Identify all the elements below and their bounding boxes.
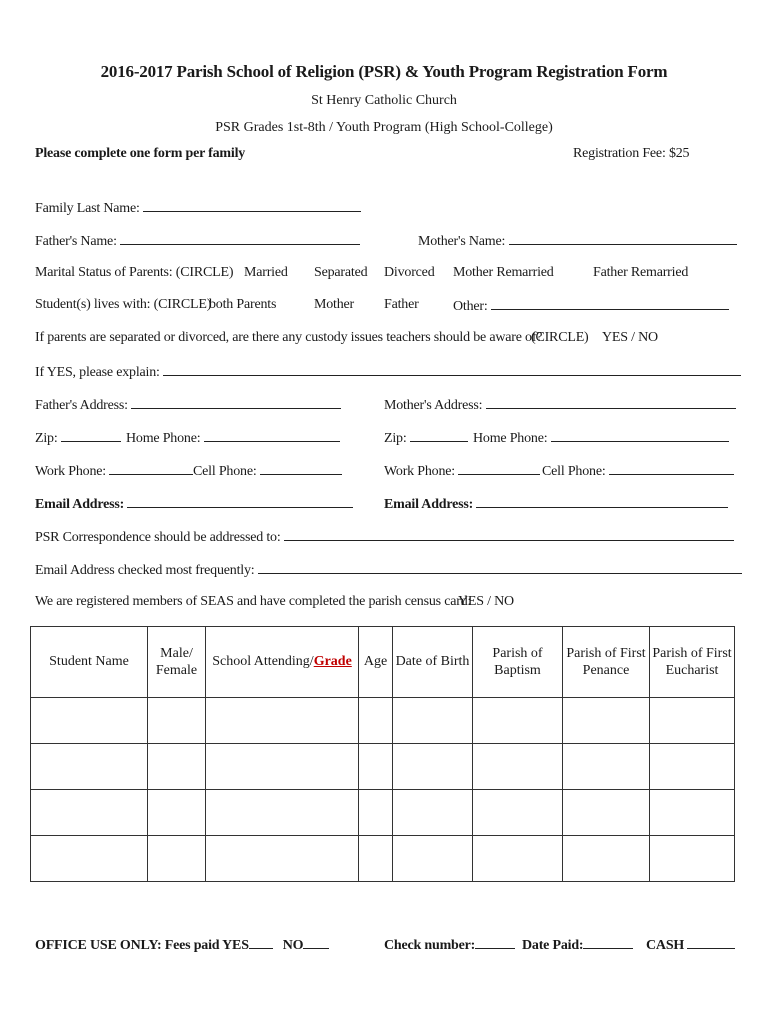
table-cell[interactable] [359,836,393,882]
table-cell[interactable] [206,790,359,836]
mother-email-field[interactable] [384,495,728,513]
marital-option-married[interactable]: Married [244,265,288,280]
mothers-name-field[interactable] [418,232,737,250]
table-cell[interactable] [359,698,393,744]
mothers-address-blank[interactable] [486,396,736,409]
table-cell[interactable] [148,790,206,836]
mother-work-phone-field[interactable] [384,462,540,480]
custody-question: If parents are separated or divorced, are there any custody issues teachers should be aware of? [35,330,543,345]
header-date-of-birth: Date of Birth [393,627,473,698]
office-use-fees [35,936,329,954]
family-last-name-label: Family Last Name: [35,201,140,216]
lives-with-other-blank[interactable] [491,297,729,310]
check-number-field[interactable] [384,936,515,954]
table-cell[interactable] [393,836,473,882]
mothers-name-blank[interactable] [509,232,737,245]
mothers-name-label: Mother's Name: [418,234,506,249]
mother-home-phone-blank[interactable] [551,429,729,442]
check-number-label: Check number: [384,938,476,953]
church-name: St Henry Catholic Church [311,93,457,108]
lives-with-other-label: Other: [453,299,488,314]
father-cell-phone-label: Cell Phone: [193,464,257,479]
office-use-label: OFFICE USE ONLY: Fees paid [35,938,220,953]
fees-yes-label: YES [222,938,249,953]
mother-cell-phone-field[interactable] [542,462,734,480]
father-zip-blank[interactable] [61,429,121,442]
cash-field[interactable] [646,936,735,954]
table-cell[interactable] [650,744,735,790]
table-cell[interactable] [31,790,148,836]
fees-yes-blank[interactable] [249,936,273,949]
father-cell-phone-blank[interactable] [260,462,342,475]
mother-cell-phone-blank[interactable] [609,462,734,475]
table-cell[interactable] [650,698,735,744]
header-parish-baptism: Parish of Baptism [473,627,563,698]
program-description: PSR Grades 1st-8th / Youth Program (High School-College) [215,120,553,135]
mother-home-phone-label: Home Phone: [473,431,548,446]
father-home-phone-label: Home Phone: [126,431,201,446]
table-cell[interactable] [473,790,563,836]
table-cell[interactable] [393,698,473,744]
header-student-name: Student Name [31,627,148,698]
mother-cell-phone-label: Cell Phone: [542,464,606,479]
table-row [31,790,735,836]
father-email-field[interactable] [35,495,353,513]
mothers-address-label: Mother's Address: [384,398,483,413]
table-cell[interactable] [31,698,148,744]
date-paid-blank[interactable] [583,936,633,949]
cash-label: CASH [646,938,685,953]
email-frequent-field[interactable] [35,561,742,579]
family-last-name-field[interactable] [35,199,361,217]
table-cell[interactable] [650,836,735,882]
table-row [31,744,735,790]
mother-zip-field[interactable] [384,429,468,447]
explain-blank[interactable] [163,363,741,376]
fees-no-label: NO [282,938,304,953]
fathers-address-blank[interactable] [131,396,341,409]
custody-yes-no[interactable]: YES / NO [602,330,658,345]
table-cell[interactable] [206,698,359,744]
table-header-row [31,627,735,698]
fees-no-blank[interactable] [303,936,329,949]
mother-zip-label: Zip: [384,431,407,446]
lives-with-both-parents[interactable]: both Parents [209,297,277,312]
father-email-blank[interactable] [127,495,353,508]
correspondence-label: PSR Correspondence should be addressed to: [35,530,281,545]
father-home-phone-field[interactable] [126,429,340,447]
header-parish-first-eucharist: Parish of First Eucharist [650,627,735,698]
lives-with-father[interactable]: Father [384,297,419,312]
custody-circle-label: (CIRCLE) [531,330,589,345]
table-cell[interactable] [563,790,650,836]
email-frequent-label: Email Address checked most frequently: [35,563,255,578]
header-parish-first-penance: Parish of First Penance [563,627,650,698]
father-work-phone-label: Work Phone: [35,464,106,479]
fathers-name-field[interactable] [35,232,360,250]
marital-option-mother-remarried[interactable]: Mother Remarried [453,265,554,280]
father-email-label: Email Address: [35,497,125,512]
explain-field[interactable] [35,363,741,381]
table-cell[interactable] [31,836,148,882]
students-table [30,626,735,882]
seas-statement: We are registered members of SEAS and have completed the parish census card: [35,594,472,609]
fathers-address-field[interactable] [35,396,341,414]
mother-zip-blank[interactable] [410,429,468,442]
check-number-blank[interactable] [475,936,515,949]
lives-with-other-field[interactable] [453,297,729,315]
table-row [31,698,735,744]
mother-email-blank[interactable] [476,495,728,508]
lives-with-label: Student(s) lives with: (CIRCLE) [35,297,212,312]
header-age: Age [359,627,393,698]
fathers-name-label: Father's Name: [35,234,117,249]
table-cell[interactable] [473,836,563,882]
date-paid-label: Date Paid: [522,938,584,953]
lives-with-mother[interactable]: Mother [314,297,355,312]
correspondence-field[interactable] [35,528,734,546]
email-frequent-blank[interactable] [258,561,742,574]
marital-option-father-remarried[interactable]: Father Remarried [593,265,689,280]
registration-fee: Registration Fee: $25 [573,146,690,161]
table-cell[interactable] [393,744,473,790]
table-cell[interactable] [359,744,393,790]
table-cell[interactable] [563,698,650,744]
table-cell[interactable] [148,836,206,882]
correspondence-blank[interactable] [284,528,734,541]
table-cell[interactable] [148,698,206,744]
table-cell[interactable] [650,790,735,836]
table-cell[interactable] [206,836,359,882]
table-cell[interactable] [473,698,563,744]
table-cell[interactable] [563,744,650,790]
table-cell[interactable] [206,744,359,790]
header-male-female: Male/ Female [148,627,206,698]
seas-yes-no[interactable]: YES / NO [458,594,514,609]
mothers-address-field[interactable] [384,396,736,414]
mother-work-phone-blank[interactable] [458,462,540,475]
table-cell[interactable] [31,744,148,790]
mother-email-label: Email Address: [384,497,474,512]
marital-option-divorced[interactable]: Divorced [384,265,435,280]
table-row [31,836,735,882]
fathers-address-label: Father's Address: [35,398,128,413]
father-work-phone-blank[interactable] [109,462,193,475]
table-cell[interactable] [393,790,473,836]
father-zip-field[interactable] [35,429,121,447]
cash-blank[interactable] [687,936,735,949]
form-title: 2016-2017 Parish School of Religion (PSR) & Youth Program Registration Form [100,62,668,81]
table-cell[interactable] [359,790,393,836]
table-cell[interactable] [148,744,206,790]
marital-option-separated[interactable]: Separated [314,265,368,280]
header-school-grade: School Attending/Grade [206,627,359,698]
instruction-text: Please complete one form per family [35,146,246,161]
mother-work-phone-label: Work Phone: [384,464,455,479]
marital-status-label: Marital Status of Parents: (CIRCLE) [35,265,234,280]
date-paid-field[interactable] [522,936,633,954]
explain-label: If YES, please explain: [35,365,160,380]
father-zip-label: Zip: [35,431,58,446]
father-home-phone-blank[interactable] [204,429,340,442]
father-cell-phone-field[interactable] [193,462,342,480]
table-cell[interactable] [473,744,563,790]
grade-emphasis: Grade [313,654,352,670]
father-work-phone-field[interactable] [35,462,193,480]
family-last-name-blank[interactable] [143,199,361,212]
mother-home-phone-field[interactable] [473,429,729,447]
fathers-name-blank[interactable] [120,232,360,245]
table-cell[interactable] [563,836,650,882]
